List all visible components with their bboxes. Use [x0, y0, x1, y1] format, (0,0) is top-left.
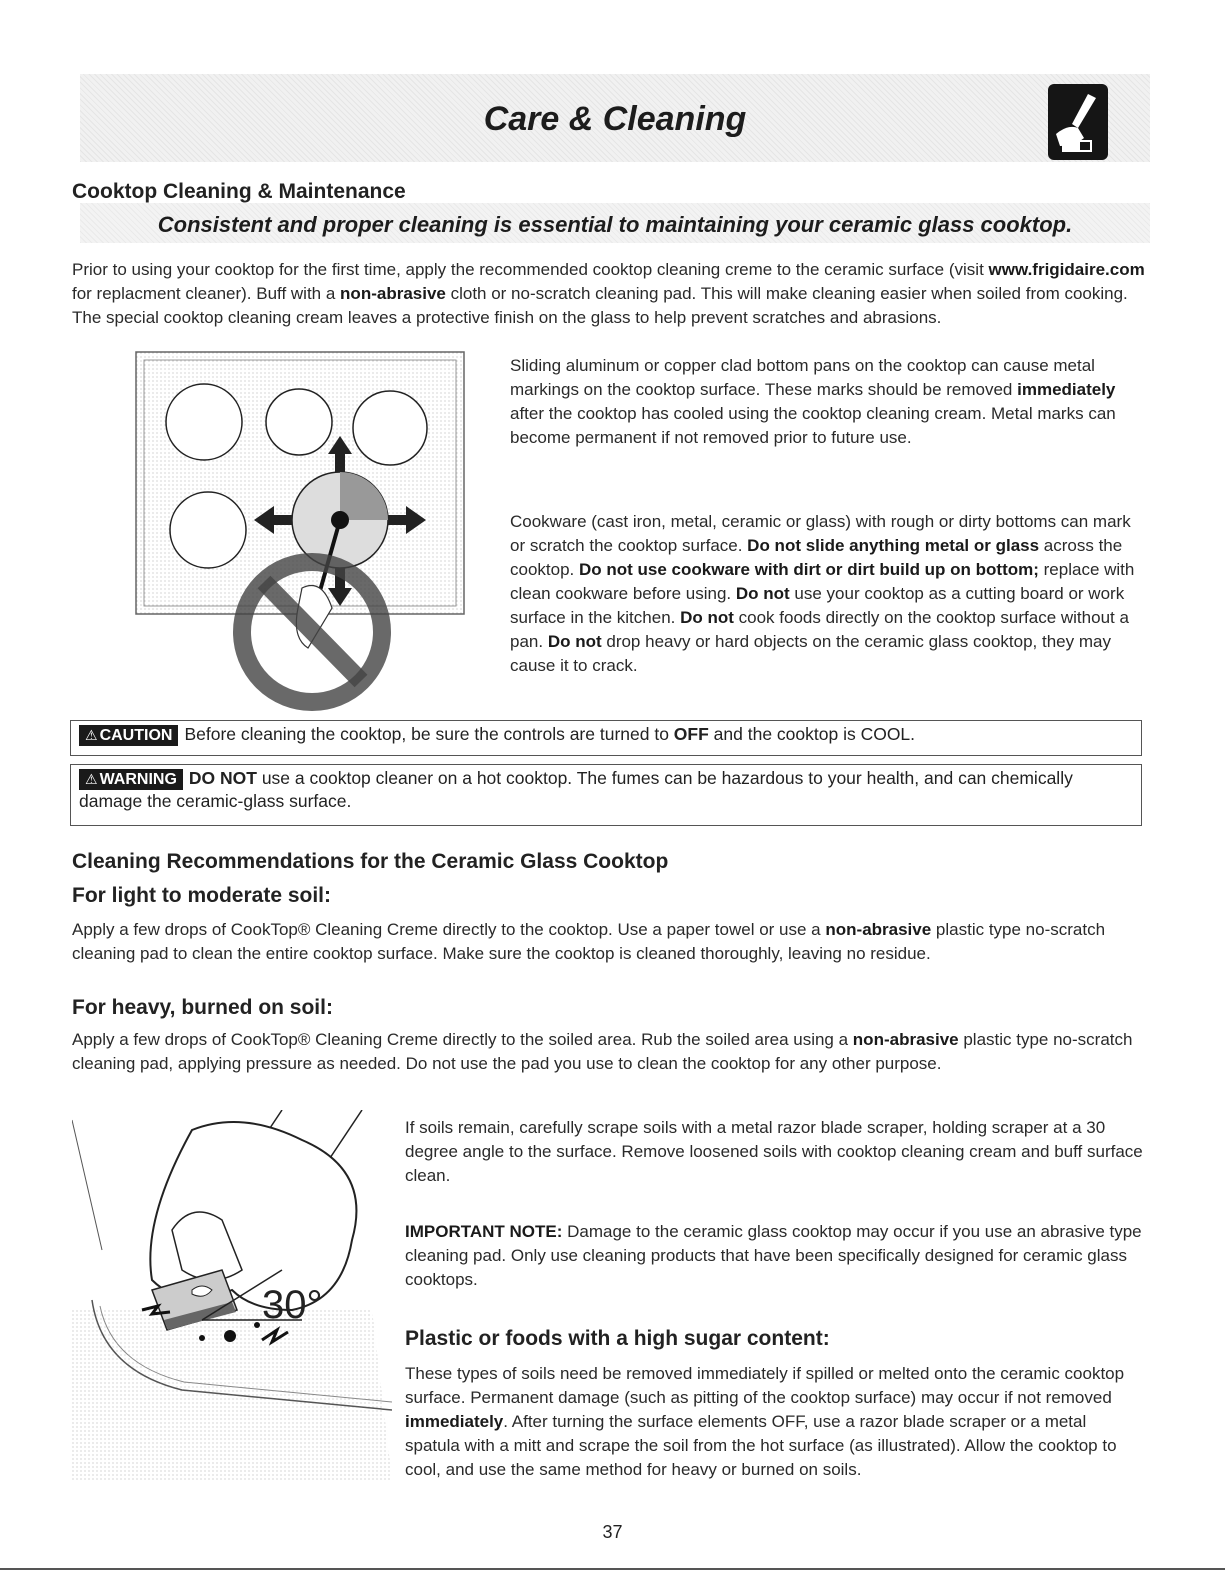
heavy-soil-paragraph: Apply a few drops of CookTop® Cleaning Creme directly to the soiled area. Rub the soiled area using a non-abrasive plastic type no-scratch cleaning pad, applying pressure as needed. Do not use the pad you use to clean the cooktop for any other purpose.: [72, 1030, 1133, 1073]
scrape-paragraph: If soils remain, carefully scrape soils with a metal razor blade scraper, holding scraper at a 30 degree angle to the surface. Remove loosened soils with cooktop cleaning cream and buff surface clean.: [405, 1118, 1143, 1185]
section-subtitle: Consistent and proper cleaning is essential to maintaining your ceramic glass cooktop.: [157, 212, 1073, 237]
plastic-sugar-paragraph: These types of soils need be removed immediately if spilled or melted onto the ceramic cooktop surface. Permanent damage (such as pitting of the cooktop surface) may occur if not removed immediately. After turning the surface elements OFF, use a razor blade scraper or a metal spatula with a mitt and scrape the soil from the hot surface (as illustrated). Allow the cooktop to cool, and use the same method for heavy or burned on soils.: [405, 1364, 1125, 1479]
warning-badge: ⚠ WARNING: [79, 769, 183, 790]
heading-heavy-soil: For heavy, burned on soil:: [72, 996, 333, 1019]
warning-triangle-icon: ⚠: [85, 727, 98, 743]
heading-plastic-sugar: Plastic or foods with a high sugar content:: [405, 1327, 830, 1350]
cookware-paragraph: Cookware (cast iron, metal, ceramic or glass) with rough or dirty bottoms can mark or scratch the cooktop surface. Do not slide anything metal or glass across the cooktop. Do not use cookware with dirt or dirt build up on bottom; replace with clean cookware before using. Do not use your cooktop as a cutting board or work surface in the kitchen. Do not cook foods directly on the cooktop surface without a pan. Do not drop heavy or hard objects on the ceramic glass cooktop, they may cause it to crack.: [510, 512, 1135, 675]
warning-notice: ⚠ WARNING DO NOT use a cooktop cleaner on a hot cooktop. The fumes can be hazardous to your health, and can chemically damage the ceramic-glass surface.: [70, 764, 1142, 826]
sliding-paragraph: Sliding aluminum or copper clad bottom pans on the cooktop can cause metal markings on the cooktop surface. These marks should be removed immediately after the cooktop has cooled using the cooktop cleaning cream. Metal marks can become permanent if not removed prior to future use.: [510, 356, 1116, 447]
scraper-angle-illustration: [72, 1110, 392, 1485]
header-band: [80, 74, 1150, 162]
angle-label: 30°: [262, 1283, 323, 1327]
caution-badge: ⚠ CAUTION: [79, 725, 178, 746]
warning-triangle-icon: ⚠: [85, 771, 98, 787]
cooktop-no-slide-illustration: [132, 348, 472, 723]
section-heading-maintenance: Cooktop Cleaning & Maintenance: [72, 180, 406, 203]
section-heading-recommendations: Cleaning Recommendations for the Ceramic Glass Cooktop: [72, 850, 669, 873]
caution-notice: ⚠ CAUTION Before cleaning the cooktop, be sure the controls are turned to OFF and the cooktop is COOL.: [70, 720, 1142, 756]
important-note-paragraph: IMPORTANT NOTE: Damage to the ceramic glass cooktop may occur if you use an abrasive type cleaning pad. Only use cleaning products that have been specifically designed for ceramic glass cooktops.: [405, 1222, 1142, 1289]
page-number: 37: [602, 1522, 623, 1542]
intro-paragraph: Prior to using your cooktop for the first time, apply the recommended cooktop cleaning creme to the ceramic surface (visit www.frigidaire.com for replacment cleaner). Buff with a non-abrasive cloth or no-scratch cleaning pad. This will make cleaning easier when soiled from cooking. The special cooktop cleaning cream leaves a protective finish on the glass to help prevent scratches and abrasions.: [72, 260, 1145, 327]
page-title: Care & Cleaning: [483, 100, 747, 138]
bottom-divider: [0, 1568, 1225, 1570]
heading-light-soil: For light to moderate soil:: [72, 884, 332, 907]
light-soil-paragraph: Apply a few drops of CookTop® Cleaning Creme directly to the cooktop. Use a paper towel or use a non-abrasive plastic type no-scratch cleaning pad to clean the entire cooktop surface. Make sure the cooktop is cleaned thoroughly, leaving no residue.: [72, 920, 1106, 963]
subtitle-band: [80, 203, 1150, 243]
hand-cleaning-icon: [1048, 84, 1108, 160]
